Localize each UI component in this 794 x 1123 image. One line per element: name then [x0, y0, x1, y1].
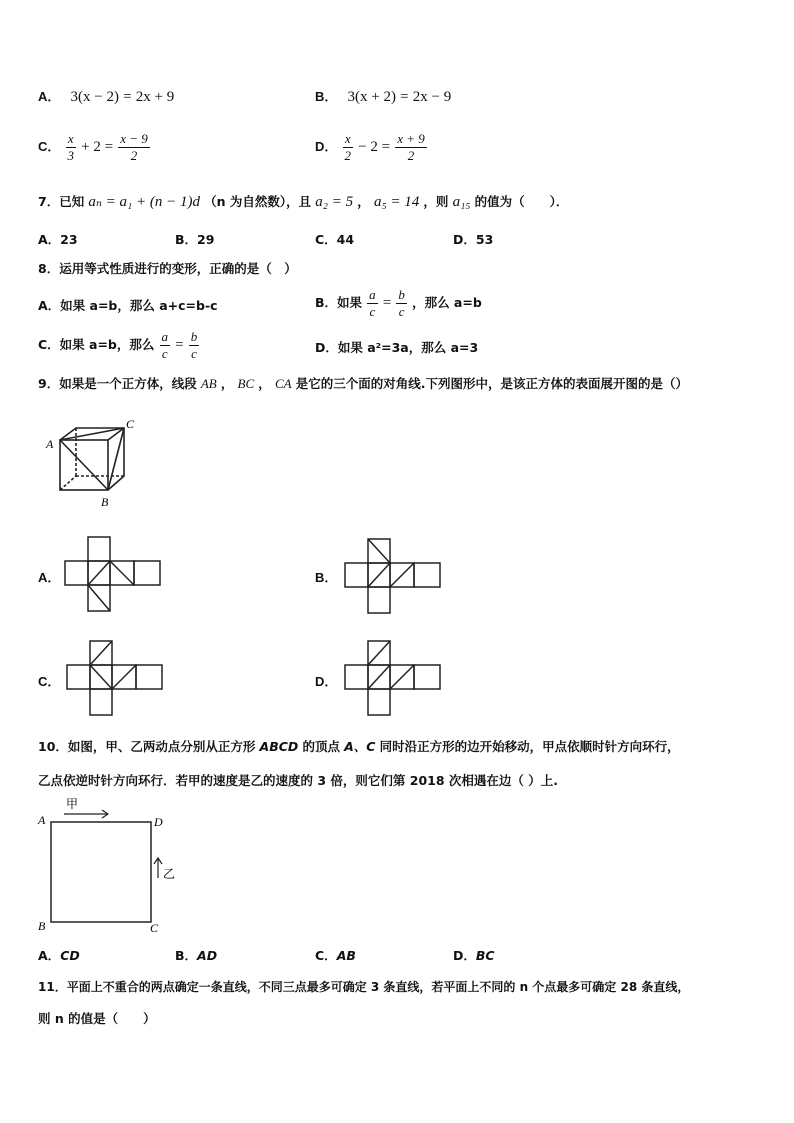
net-diagonal	[110, 561, 134, 585]
net-diagonal	[368, 665, 390, 689]
diagonal-ca	[60, 428, 124, 440]
q7-option-b: B．29	[175, 232, 215, 247]
hidden-edge	[60, 476, 76, 490]
q7-cond1: a₂ = 5	[315, 194, 354, 210]
q6-a-eq: =	[123, 89, 132, 105]
q6-c-den2: 2	[130, 148, 138, 163]
square-label-d: D	[154, 815, 163, 829]
net-diagonal	[368, 539, 390, 563]
q6-b-rhs: 2x − 9	[412, 89, 452, 105]
cube-back-edges	[60, 428, 124, 490]
q7-option-c: C．44	[315, 232, 355, 247]
square-label-a: A	[38, 813, 46, 827]
q8-option-d: D．如果 a²=3a，那么 a=3	[315, 340, 479, 355]
net-face	[414, 563, 440, 587]
net-face	[67, 665, 90, 689]
net-c	[64, 638, 166, 718]
q9-sep: ，	[220, 376, 234, 391]
diagonal-ab	[60, 440, 108, 490]
square-figure	[36, 796, 186, 936]
q7-cond2: a₅ = 14	[373, 194, 420, 210]
q6-a-lhs: 3(x − 2)	[70, 89, 119, 105]
q8-b-den2: c	[398, 304, 405, 319]
option-letter: D．	[315, 139, 338, 154]
q10-d-value: BC	[475, 948, 495, 963]
q8-c-num2: b	[190, 329, 198, 344]
net-diagonal	[390, 665, 414, 689]
net-diagonal	[88, 585, 110, 611]
q9-option-d: D．	[315, 674, 338, 689]
q8-c-den1: c	[161, 346, 168, 361]
q9-bc: BC	[237, 376, 255, 391]
q10-option-d	[453, 946, 495, 964]
q6-a-rhs: 2x + 9	[135, 89, 175, 105]
net-face	[368, 587, 390, 613]
net-d	[342, 638, 444, 718]
cube-label-a: A	[46, 437, 54, 451]
net-face	[136, 665, 162, 689]
q10-line2: 乙点依逆时针方向环行．若甲的速度是乙的速度的 3 倍，则它们第 2018 次相遇在边（ ）上.	[38, 773, 558, 788]
q9-option-b: B．	[315, 570, 338, 585]
q9-option-c: C．	[38, 674, 61, 689]
q10-option-c	[315, 946, 356, 964]
q7-option-a: A．23	[38, 232, 78, 247]
q6-b-eq: =	[400, 89, 409, 105]
q8-b-pre: B．如果	[315, 295, 363, 310]
q7-tail: ，则	[423, 194, 449, 209]
net-a	[62, 534, 164, 614]
q10-c-value: AB	[336, 948, 356, 963]
net-face	[134, 561, 160, 585]
q9-stem-post: 是它的三个面的对角线.下列图形中，是该正方体的表面展开图的是（）	[295, 376, 688, 391]
q9-stem-pre: 9．如果是一个正方体，线段	[38, 376, 197, 391]
q6-b-lhs: 3(x + 2)	[347, 89, 396, 105]
q6-d-num1: x	[344, 131, 351, 146]
option-letter: B．	[175, 948, 198, 963]
q9-ab: AB	[200, 376, 217, 391]
q6-option-b	[315, 86, 451, 106]
q10-line1	[38, 737, 680, 755]
q7-prefix: 7．已知	[38, 194, 85, 209]
q10-points: A、C	[344, 739, 376, 754]
option-letter: C．	[315, 948, 337, 963]
q9-ca: CA	[274, 376, 292, 391]
net-face	[90, 689, 112, 715]
q9-sep: ，	[258, 376, 271, 391]
option-letter: B．	[315, 89, 338, 104]
cube-label-b: B	[101, 495, 109, 509]
q11-line2: 则 n 的值是（ ）	[38, 1011, 156, 1026]
net-diagonal	[112, 665, 136, 689]
net-face	[368, 689, 390, 715]
square-label-b: B	[38, 919, 46, 933]
q10-abcd: ABCD	[259, 739, 299, 754]
q6-option-d	[315, 131, 428, 164]
net-diagonal	[390, 563, 414, 587]
net-diagonal	[90, 665, 112, 689]
q8-c-num1: a	[161, 329, 169, 344]
square-abcd	[51, 822, 151, 922]
q10-line1-pre: 10．如图，甲、乙两动点分别从正方形	[38, 739, 256, 754]
q10-line1-mid: 的顶点	[302, 739, 340, 754]
option-letter: A．	[38, 89, 61, 104]
q7-stem	[38, 192, 568, 211]
q6-d-num2: x + 9	[397, 131, 425, 146]
net-diagonal	[368, 563, 390, 587]
net-face	[65, 561, 88, 585]
q11-line1: 11．平面上不重合的两点确定一条直线，不同三点最多可确定 3 条直线，若平面上不同的 n 个点最多可确定 28 条直线，	[38, 980, 690, 994]
label-jia: 甲	[66, 797, 79, 811]
q7-suffix: 的值为（ ）．	[474, 194, 569, 209]
net-face	[88, 537, 110, 561]
option-letter: A．	[38, 948, 61, 963]
q9-stem	[38, 374, 688, 392]
net-face	[345, 563, 368, 587]
q8-b-num2: b	[398, 287, 405, 302]
q8-option-a: A．如果 a=b，那么 a+c=b-c	[38, 298, 218, 313]
option-letter: D．	[453, 948, 476, 963]
q7-formula: aₙ = a₁ + (n − 1)d	[88, 194, 200, 210]
q10-option-b	[175, 946, 217, 964]
q8-b-den1: c	[369, 304, 376, 319]
q7-target: a₁₅	[452, 194, 471, 210]
q8-option-c	[38, 329, 200, 362]
q6-d-den2: 2	[407, 148, 415, 163]
net-diagonal	[88, 561, 110, 585]
q9-option-a: A．	[38, 570, 61, 585]
q8-c-pre: C．如果 a=b，那么	[38, 337, 155, 352]
q8-c-eq: =	[175, 337, 184, 353]
q6-c-mid: + 2 =	[81, 139, 114, 155]
q10-line1-post: 同时沿正方形的边开始移动，甲点依顺时针方向环行，	[379, 739, 680, 754]
q8-option-b	[315, 287, 482, 320]
q6-c-num1: x	[67, 131, 74, 146]
cube-figure	[40, 418, 140, 513]
q10-a-value: CD	[60, 948, 80, 963]
q6-c-num2: x − 9	[120, 131, 148, 146]
net-diagonal	[90, 641, 112, 665]
q6-d-mid: − 2 =	[358, 139, 391, 155]
q8-b-post: ，那么 a=b	[412, 295, 482, 310]
q6-c-den1: 3	[67, 148, 75, 163]
q7-sep: ，	[357, 194, 370, 209]
net-diagonal	[368, 641, 390, 665]
square-label-c: C	[150, 921, 159, 935]
label-yi: 乙	[163, 867, 176, 881]
q7-note: （n 为自然数），且	[204, 194, 312, 209]
q6-d-den1: 2	[344, 148, 352, 163]
net-b	[342, 536, 444, 616]
q8-c-den2: c	[191, 346, 197, 361]
q10-option-a	[38, 946, 80, 964]
q7-option-d: D．53	[453, 232, 494, 247]
q8-b-eq: =	[382, 295, 392, 311]
q8-stem: 8．运用等式性质进行的变形，正确的是（ ）	[38, 261, 297, 276]
net-face	[345, 665, 368, 689]
option-letter: C．	[38, 139, 61, 154]
cube-label-c: C	[126, 418, 135, 431]
q6-option-c	[38, 131, 151, 164]
q6-option-a	[38, 86, 174, 106]
q8-b-num1: a	[369, 287, 376, 302]
net-face	[414, 665, 440, 689]
q10-b-value: AD	[197, 948, 218, 963]
